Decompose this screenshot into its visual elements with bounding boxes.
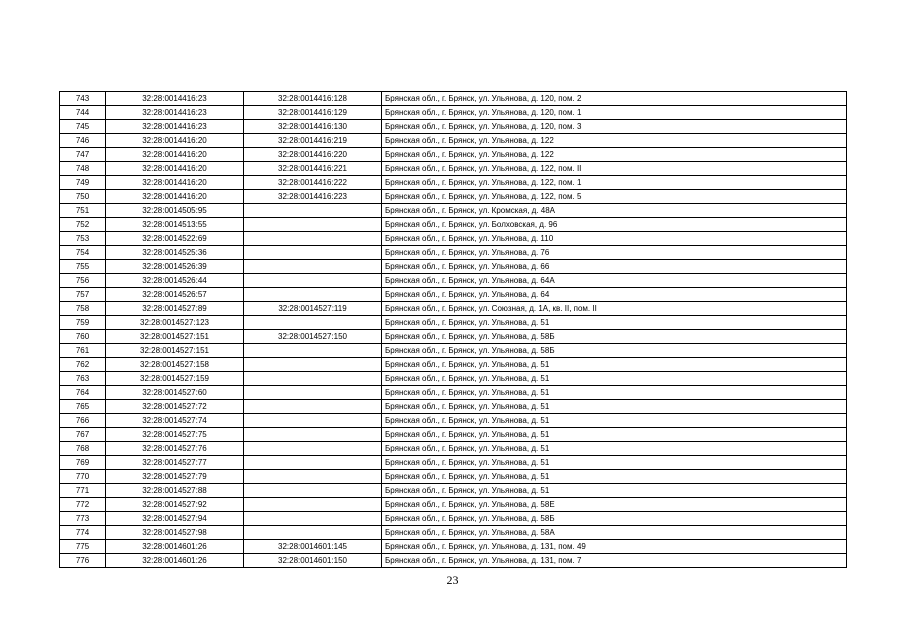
table-row: [60, 428, 847, 442]
row-number-cell: 764: [60, 386, 106, 400]
table-row: [60, 400, 847, 414]
row-number-cell: 770: [60, 470, 106, 484]
land-cadastral-number-cell: 32:28:0014527:98: [106, 526, 244, 540]
object-cadastral-number-cell: 32:28:0014416:222: [244, 176, 382, 190]
land-cadastral-number-cell: 32:28:0014416:20: [106, 134, 244, 148]
row-number-cell: 747: [60, 148, 106, 162]
address-cell: Брянская обл., г. Брянск, ул. Ульянова, д. 120, пом. 3: [382, 120, 847, 134]
object-cadastral-number-cell: [244, 456, 382, 470]
address-cell: Брянская обл., г. Брянск, ул. Ульянова, д. 131, пом. 7: [382, 554, 847, 568]
address-cell: Брянская обл., г. Брянск, ул. Ульянова, д. 64А: [382, 274, 847, 288]
row-number-cell: 752: [60, 218, 106, 232]
table-row: [60, 162, 847, 176]
land-cadastral-number-cell: 32:28:0014527:88: [106, 484, 244, 498]
row-number-cell: 772: [60, 498, 106, 512]
row-number-cell: 743: [60, 92, 106, 106]
row-number-cell: 760: [60, 330, 106, 344]
row-number-cell: 744: [60, 106, 106, 120]
row-number-cell: 769: [60, 456, 106, 470]
table-row: [60, 386, 847, 400]
row-number-cell: 768: [60, 442, 106, 456]
object-cadastral-number-cell: [244, 232, 382, 246]
row-number-cell: 759: [60, 316, 106, 330]
address-cell: Брянская обл., г. Брянск, ул. Ульянова, д. 51: [382, 442, 847, 456]
table-row: [60, 344, 847, 358]
table-row: [60, 442, 847, 456]
table-row: [60, 540, 847, 554]
object-cadastral-number-cell: [244, 512, 382, 526]
address-cell: Брянская обл., г. Брянск, ул. Ульянова, д. 120, пом. 1: [382, 106, 847, 120]
address-cell: Брянская обл., г. Брянск, ул. Ульянова, д. 51: [382, 470, 847, 484]
table-row: [60, 470, 847, 484]
row-number-cell: 756: [60, 274, 106, 288]
table-row: [60, 372, 847, 386]
table-row: [60, 246, 847, 260]
object-cadastral-number-cell: 32:28:0014416:130: [244, 120, 382, 134]
table-row: [60, 414, 847, 428]
object-cadastral-number-cell: [244, 400, 382, 414]
land-cadastral-number-cell: 32:28:0014505:95: [106, 204, 244, 218]
address-cell: Брянская обл., г. Брянск, ул. Ульянова, д. 66: [382, 260, 847, 274]
land-cadastral-number-cell: 32:28:0014527:92: [106, 498, 244, 512]
address-cell: Брянская обл., г. Брянск, ул. Ульянова, д. 64: [382, 288, 847, 302]
land-cadastral-number-cell: 32:28:0014527:60: [106, 386, 244, 400]
address-cell: Брянская обл., г. Брянск, ул. Ульянова, д. 51: [382, 484, 847, 498]
table-row: [60, 106, 847, 120]
address-cell: Брянская обл., г. Брянск, ул. Ульянова, д. 51: [382, 372, 847, 386]
object-cadastral-number-cell: [244, 470, 382, 484]
object-cadastral-number-cell: 32:28:0014601:145: [244, 540, 382, 554]
object-cadastral-number-cell: [244, 442, 382, 456]
table-row: [60, 526, 847, 540]
land-cadastral-number-cell: 32:28:0014416:23: [106, 120, 244, 134]
land-cadastral-number-cell: 32:28:0014527:159: [106, 372, 244, 386]
object-cadastral-number-cell: 32:28:0014527:119: [244, 302, 382, 316]
object-cadastral-number-cell: [244, 204, 382, 218]
address-cell: Брянская обл., г. Брянск, ул. Кромская, д. 48А: [382, 204, 847, 218]
land-cadastral-number-cell: 32:28:0014416:23: [106, 106, 244, 120]
object-cadastral-number-cell: [244, 526, 382, 540]
object-cadastral-number-cell: [244, 386, 382, 400]
address-cell: Брянская обл., г. Брянск, ул. Ульянова, д. 58Б: [382, 512, 847, 526]
table-row: [60, 190, 847, 204]
address-cell: Брянская обл., г. Брянск, ул. Ульянова, д. 51: [382, 400, 847, 414]
object-cadastral-number-cell: [244, 484, 382, 498]
table-row: [60, 218, 847, 232]
table-row: [60, 554, 847, 568]
address-cell: Брянская обл., г. Брянск, ул. Ульянова, д. 58Б: [382, 330, 847, 344]
address-cell: Брянская обл., г. Брянск, ул. Ульянова, д. 58Е: [382, 498, 847, 512]
address-cell: Брянская обл., г. Брянск, ул. Ульянова, д. 51: [382, 386, 847, 400]
table-row: [60, 316, 847, 330]
object-cadastral-number-cell: 32:28:0014416:221: [244, 162, 382, 176]
registry-table: [59, 91, 847, 568]
object-cadastral-number-cell: [244, 316, 382, 330]
table-row: [60, 92, 847, 106]
address-cell: Брянская обл., г. Брянск, ул. Ульянова, д. 58Б: [382, 344, 847, 358]
table-row: [60, 498, 847, 512]
address-cell: Брянская обл., г. Брянск, ул. Союзная, д. 1А, кв. II, пом. II: [382, 302, 847, 316]
object-cadastral-number-cell: [244, 260, 382, 274]
row-number-cell: 771: [60, 484, 106, 498]
object-cadastral-number-cell: [244, 218, 382, 232]
object-cadastral-number-cell: [244, 498, 382, 512]
table-row: [60, 120, 847, 134]
address-cell: Брянская обл., г. Брянск, ул. Ульянова, д. 122: [382, 148, 847, 162]
row-number-cell: 763: [60, 372, 106, 386]
table-row: [60, 260, 847, 274]
row-number-cell: 767: [60, 428, 106, 442]
land-cadastral-number-cell: 32:28:0014527:123: [106, 316, 244, 330]
land-cadastral-number-cell: 32:28:0014527:79: [106, 470, 244, 484]
land-cadastral-number-cell: 32:28:0014527:72: [106, 400, 244, 414]
row-number-cell: 754: [60, 246, 106, 260]
table-row: [60, 456, 847, 470]
object-cadastral-number-cell: [244, 358, 382, 372]
object-cadastral-number-cell: [244, 246, 382, 260]
land-cadastral-number-cell: 32:28:0014416:20: [106, 190, 244, 204]
address-cell: Брянская обл., г. Брянск, ул. Ульянова, д. 120, пом. 2: [382, 92, 847, 106]
land-cadastral-number-cell: 32:28:0014527:75: [106, 428, 244, 442]
table-row: [60, 358, 847, 372]
object-cadastral-number-cell: 32:28:0014416:129: [244, 106, 382, 120]
land-cadastral-number-cell: 32:28:0014513:55: [106, 218, 244, 232]
object-cadastral-number-cell: 32:28:0014416:223: [244, 190, 382, 204]
row-number-cell: 775: [60, 540, 106, 554]
row-number-cell: 751: [60, 204, 106, 218]
land-cadastral-number-cell: 32:28:0014416:20: [106, 148, 244, 162]
table-row: [60, 232, 847, 246]
land-cadastral-number-cell: 32:28:0014601:26: [106, 554, 244, 568]
address-cell: Брянская обл., г. Брянск, ул. Ульянова, д. 51: [382, 414, 847, 428]
object-cadastral-number-cell: [244, 428, 382, 442]
row-number-cell: 757: [60, 288, 106, 302]
object-cadastral-number-cell: 32:28:0014416:128: [244, 92, 382, 106]
land-cadastral-number-cell: 32:28:0014527:151: [106, 330, 244, 344]
table-row: [60, 302, 847, 316]
row-number-cell: 753: [60, 232, 106, 246]
address-cell: Брянская обл., г. Брянск, ул. Ульянова, д. 122, пом. 5: [382, 190, 847, 204]
land-cadastral-number-cell: 32:28:0014527:74: [106, 414, 244, 428]
row-number-cell: 773: [60, 512, 106, 526]
object-cadastral-number-cell: [244, 288, 382, 302]
row-number-cell: 755: [60, 260, 106, 274]
row-number-cell: 761: [60, 344, 106, 358]
land-cadastral-number-cell: 32:28:0014601:26: [106, 540, 244, 554]
address-cell: Брянская обл., г. Брянск, ул. Ульянова, д. 51: [382, 358, 847, 372]
row-number-cell: 745: [60, 120, 106, 134]
table-row: [60, 134, 847, 148]
land-cadastral-number-cell: 32:28:0014526:57: [106, 288, 244, 302]
address-cell: Брянская обл., г. Брянск, ул. Ульянова, д. 51: [382, 316, 847, 330]
land-cadastral-number-cell: 32:28:0014526:44: [106, 274, 244, 288]
address-cell: Брянская обл., г. Брянск, ул. Ульянова, д. 76: [382, 246, 847, 260]
row-number-cell: 758: [60, 302, 106, 316]
land-cadastral-number-cell: 32:28:0014525:36: [106, 246, 244, 260]
address-cell: Брянская обл., г. Брянск, ул. Ульянова, д. 51: [382, 428, 847, 442]
table-row: [60, 512, 847, 526]
land-cadastral-number-cell: 32:28:0014527:77: [106, 456, 244, 470]
table-row: [60, 484, 847, 498]
table-row: [60, 204, 847, 218]
row-number-cell: 765: [60, 400, 106, 414]
object-cadastral-number-cell: 32:28:0014601:150: [244, 554, 382, 568]
object-cadastral-number-cell: [244, 372, 382, 386]
row-number-cell: 750: [60, 190, 106, 204]
row-number-cell: 746: [60, 134, 106, 148]
row-number-cell: 766: [60, 414, 106, 428]
land-cadastral-number-cell: 32:28:0014527:158: [106, 358, 244, 372]
land-cadastral-number-cell: 32:28:0014527:151: [106, 344, 244, 358]
address-cell: Брянская обл., г. Брянск, ул. Ульянова, д. 110: [382, 232, 847, 246]
land-cadastral-number-cell: 32:28:0014527:76: [106, 442, 244, 456]
land-cadastral-number-cell: 32:28:0014416:20: [106, 176, 244, 190]
row-number-cell: 776: [60, 554, 106, 568]
land-cadastral-number-cell: 32:28:0014526:39: [106, 260, 244, 274]
row-number-cell: 749: [60, 176, 106, 190]
table-row: [60, 288, 847, 302]
table-row: [60, 148, 847, 162]
address-cell: Брянская обл., г. Брянск, ул. Ульянова, д. 58А: [382, 526, 847, 540]
land-cadastral-number-cell: 32:28:0014527:89: [106, 302, 244, 316]
address-cell: Брянская обл., г. Брянск, ул. Ульянова, д. 131, пом. 49: [382, 540, 847, 554]
object-cadastral-number-cell: 32:28:0014527:150: [244, 330, 382, 344]
registry-table-body: [60, 92, 847, 568]
address-cell: Брянская обл., г. Брянск, ул. Ульянова, д. 122, пом. II: [382, 162, 847, 176]
land-cadastral-number-cell: 32:28:0014416:23: [106, 92, 244, 106]
address-cell: Брянская обл., г. Брянск, ул. Болховская, д. 96: [382, 218, 847, 232]
address-cell: Брянская обл., г. Брянск, ул. Ульянова, д. 51: [382, 456, 847, 470]
object-cadastral-number-cell: [244, 344, 382, 358]
object-cadastral-number-cell: 32:28:0014416:220: [244, 148, 382, 162]
page-number: 23: [446, 573, 459, 587]
table-row: [60, 176, 847, 190]
object-cadastral-number-cell: 32:28:0014416:219: [244, 134, 382, 148]
land-cadastral-number-cell: 32:28:0014522:69: [106, 232, 244, 246]
address-cell: Брянская обл., г. Брянск, ул. Ульянова, д. 122: [382, 134, 847, 148]
address-cell: Брянская обл., г. Брянск, ул. Ульянова, д. 122, пом. 1: [382, 176, 847, 190]
table-row: [60, 274, 847, 288]
table-row: [60, 330, 847, 344]
land-cadastral-number-cell: 32:28:0014416:20: [106, 162, 244, 176]
object-cadastral-number-cell: [244, 414, 382, 428]
row-number-cell: 762: [60, 358, 106, 372]
row-number-cell: 748: [60, 162, 106, 176]
land-cadastral-number-cell: 32:28:0014527:94: [106, 512, 244, 526]
row-number-cell: 774: [60, 526, 106, 540]
object-cadastral-number-cell: [244, 274, 382, 288]
